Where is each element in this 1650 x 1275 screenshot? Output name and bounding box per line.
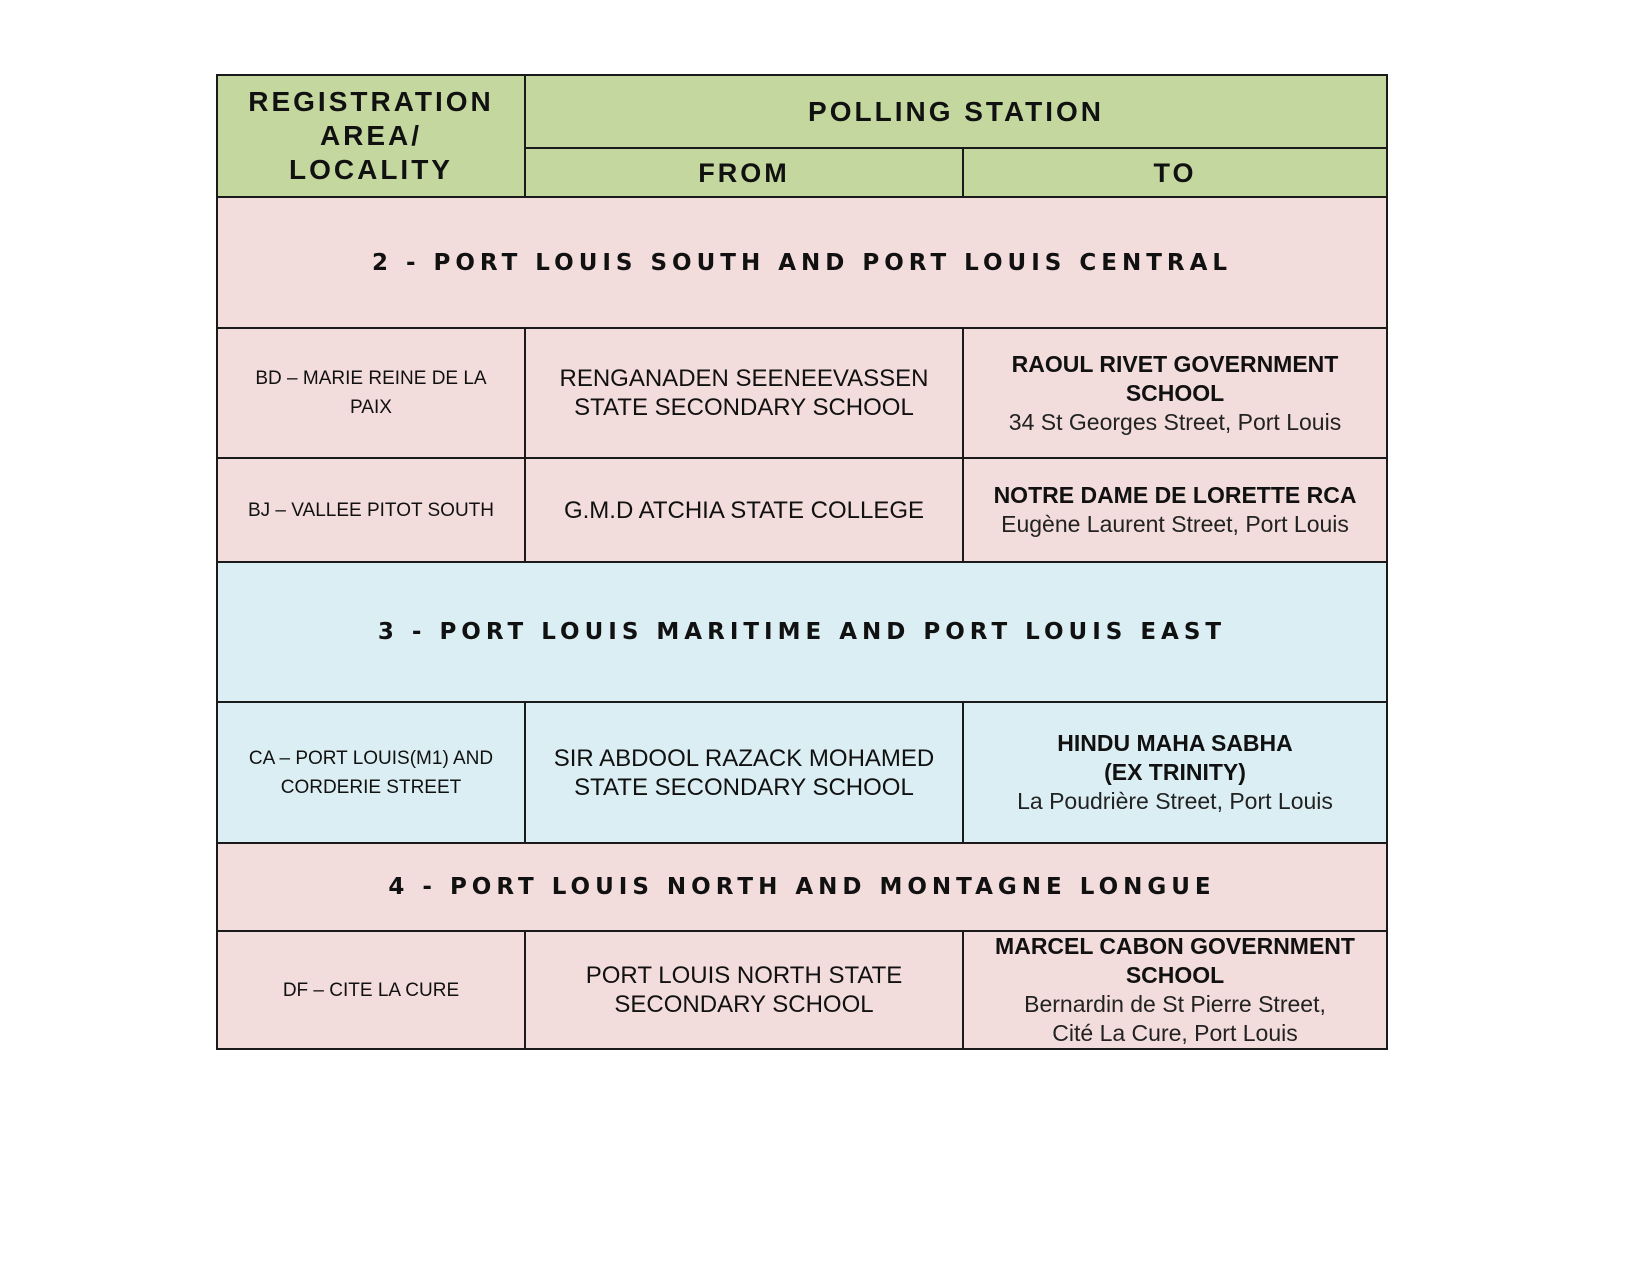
header-registration-area: REGISTRATION AREA/ LOCALITY	[217, 75, 525, 197]
to-station-name: NOTRE DAME DE LORETTE RCA	[993, 482, 1357, 508]
to-station-cell	[963, 458, 1387, 562]
from-station-cell: PORT LOUIS NORTH STATE SECONDARY SCHOOL	[525, 931, 963, 1049]
to-station-address: Eugène Laurent Street, Port Louis	[1001, 511, 1349, 537]
header-polling-station: POLLING STATION	[525, 75, 1387, 148]
to-station-address: Bernardin de St Pierre Street, Cité La Cure, Port Louis	[1024, 991, 1326, 1046]
header-from: FROM	[525, 148, 963, 197]
section-title: 2 - PORT LOUIS SOUTH AND PORT LOUIS CENTRAL	[217, 197, 1387, 328]
to-station-name: RAOUL RIVET GOVERNMENT SCHOOL	[1011, 350, 1339, 406]
from-station-cell: SIR ABDOOL RAZACK MOHAMED STATE SECONDARY SCHOOL	[525, 702, 963, 843]
to-station-cell	[963, 328, 1387, 458]
to-station-cell	[963, 702, 1387, 843]
from-station-cell: G.M.D ATCHIA STATE COLLEGE	[525, 458, 963, 562]
to-station-cell	[963, 931, 1387, 1049]
table-row	[217, 328, 1387, 458]
to-station-name: HINDU MAHA SABHA (EX TRINITY)	[1057, 730, 1293, 785]
table-row	[217, 458, 1387, 562]
section-title: 4 - PORT LOUIS NORTH AND MONTAGNE LONGUE	[217, 843, 1387, 931]
table-row	[217, 702, 1387, 843]
registration-area-cell: BJ – VALLEE PITOT SOUTH	[217, 458, 525, 562]
registration-area-cell: BD – MARIE REINE DE LA PAIX	[217, 328, 525, 458]
to-station-address: 34 St Georges Street, Port Louis	[1008, 408, 1342, 435]
polling-station-table	[216, 74, 1388, 1050]
to-station-address: La Poudrière Street, Port Louis	[1017, 788, 1333, 814]
from-station-cell: RENGANADEN SEENEEVASSEN STATE SECONDARY SCHOOL	[525, 328, 963, 458]
registration-area-cell: DF – CITE LA CURE	[217, 931, 525, 1049]
to-station-name: MARCEL CABON GOVERNMENT SCHOOL	[995, 933, 1355, 988]
table-row	[217, 931, 1387, 1049]
header-to: TO	[963, 148, 1387, 197]
registration-area-cell: CA – PORT LOUIS(M1) AND CORDERIE STREET	[217, 702, 525, 843]
section-title: 3 - PORT LOUIS MARITIME AND PORT LOUIS EAST	[217, 562, 1387, 702]
